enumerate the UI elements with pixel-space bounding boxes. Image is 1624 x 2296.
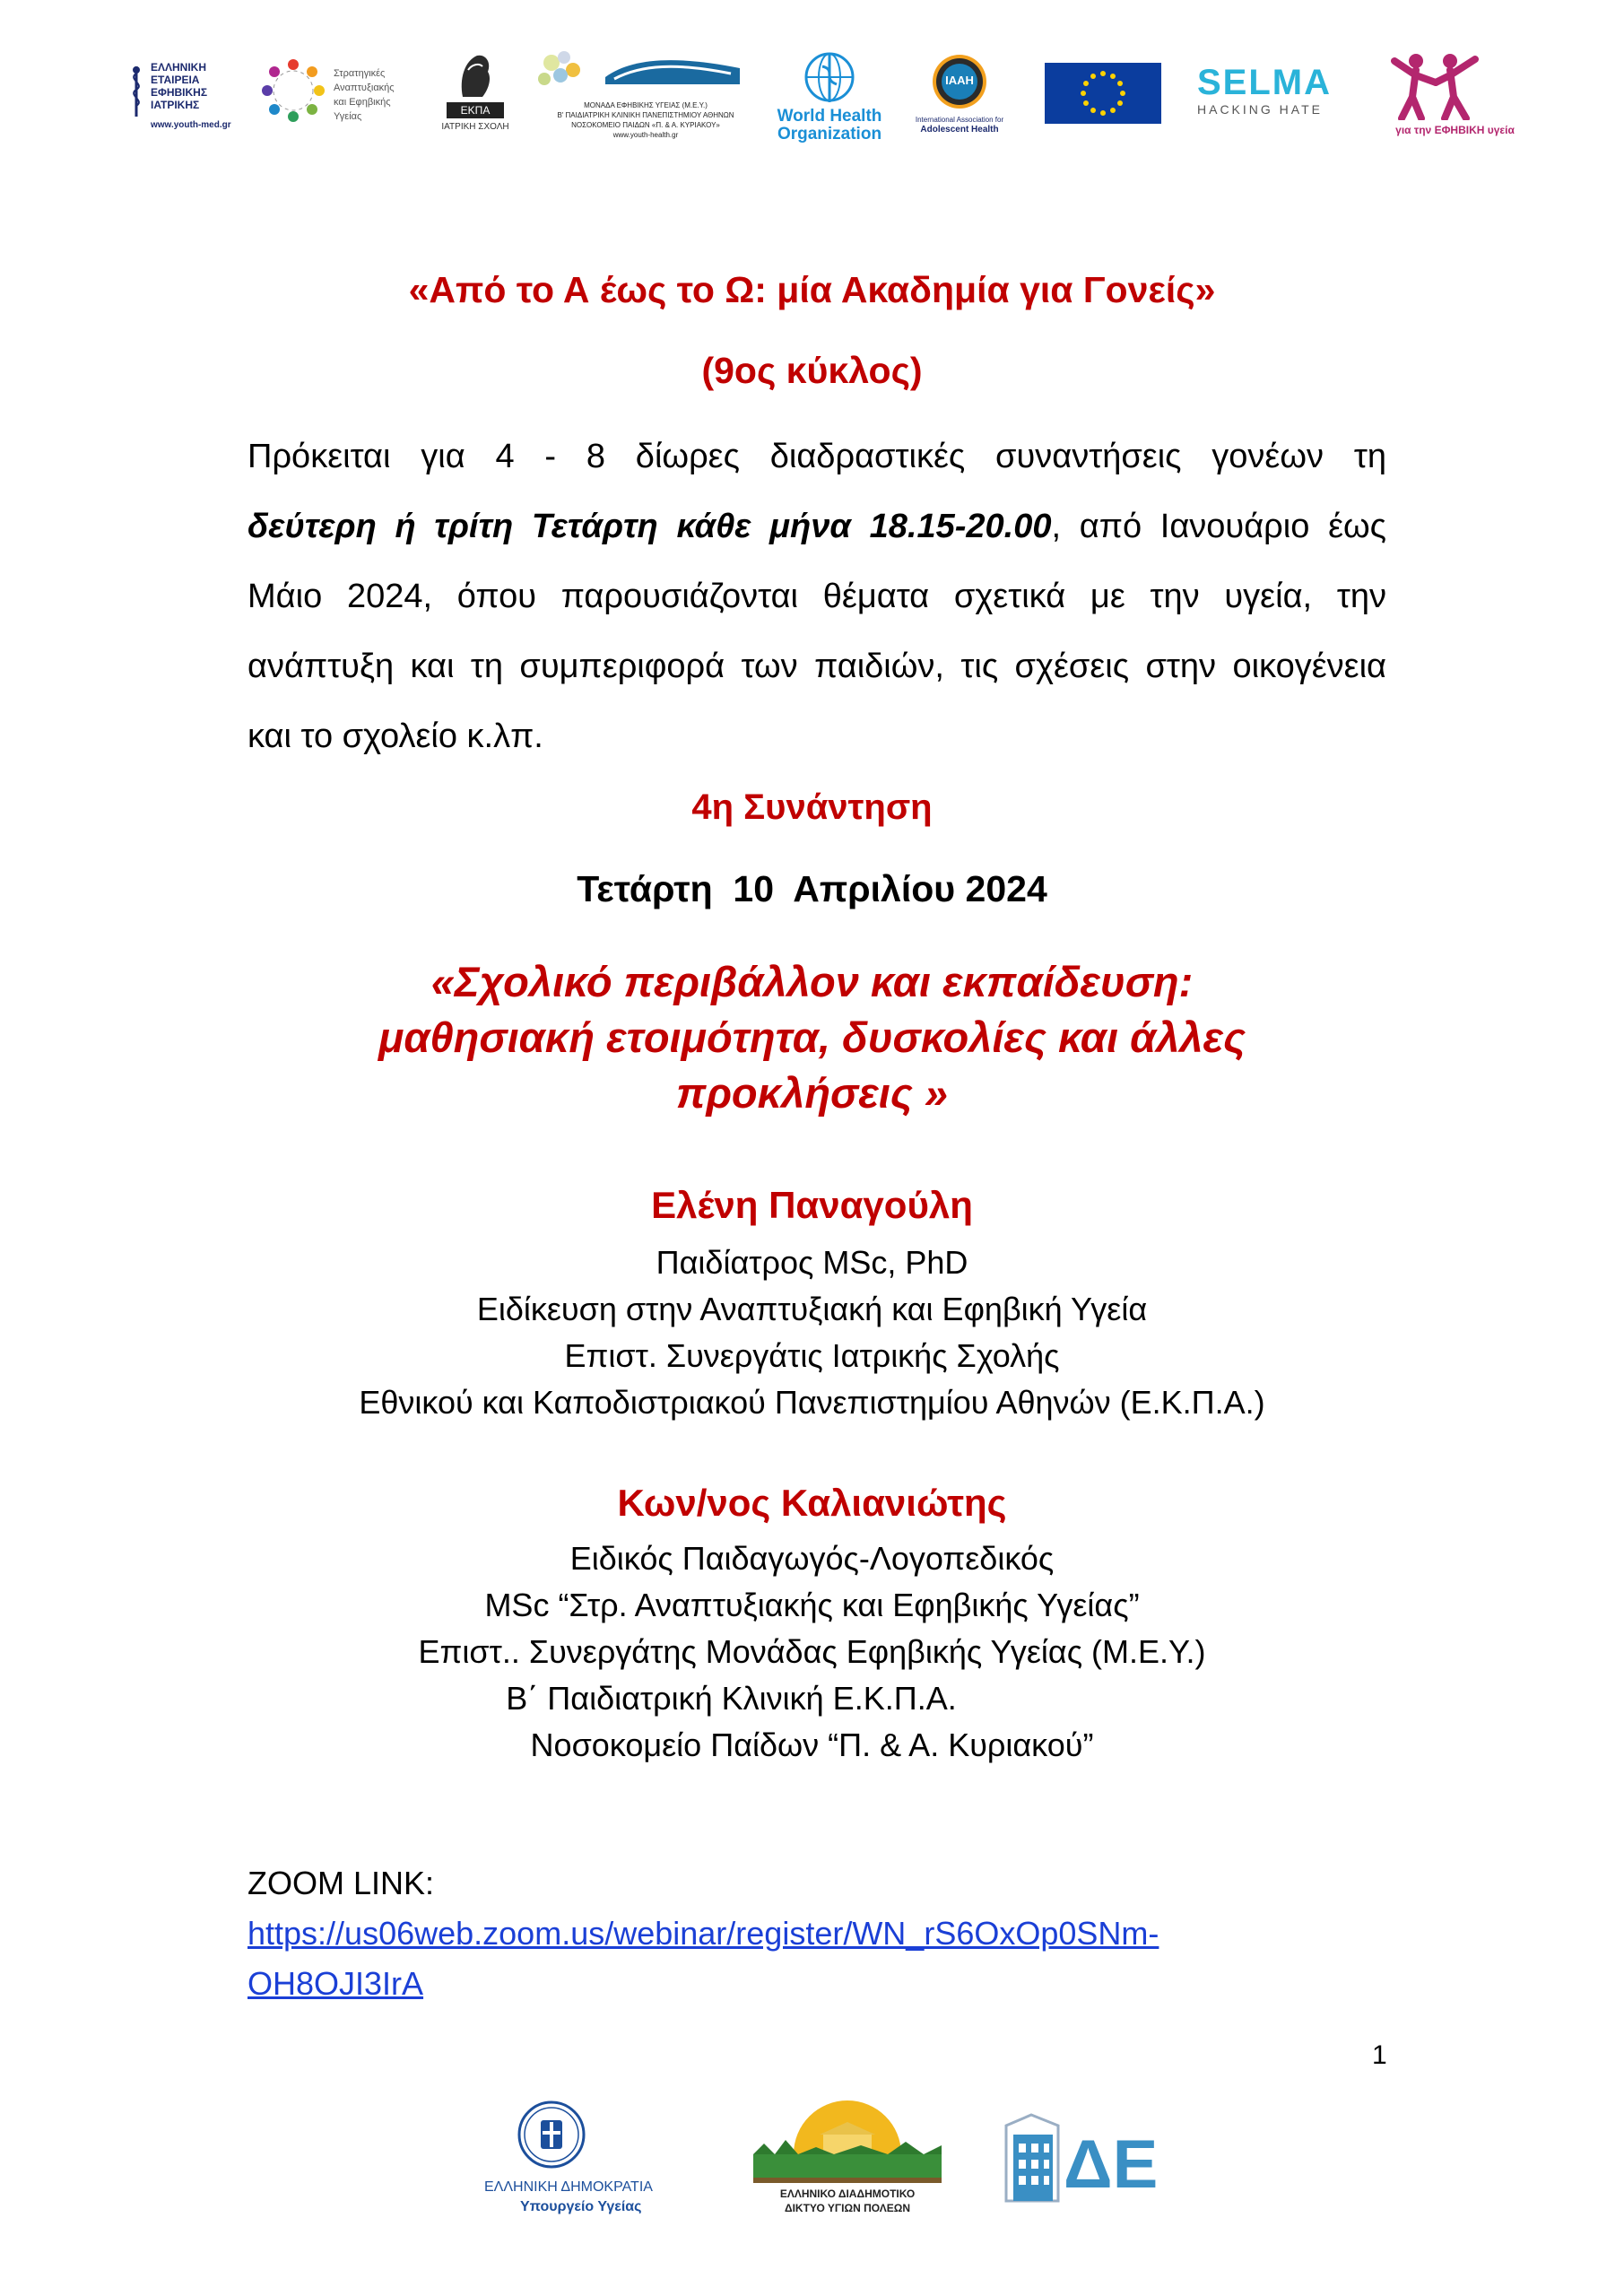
iaah-line: International Association for: [915, 116, 1004, 124]
header-logos: [126, 45, 1542, 161]
ministry-line: ΕΛΛΗΝΙΚΗ ΔΗΜΟΚΡΑΤΙΑ: [484, 2179, 653, 2195]
speaker-credential: Ειδικός Παιδαγωγός-Λογοπεδικός: [569, 1540, 1055, 1577]
selma-label: SELMA: [1197, 63, 1332, 102]
zoom-link[interactable]: [248, 1915, 1159, 2002]
who-logo: [771, 48, 888, 147]
speaker-credential: Νοσοκομείο Παίδων “Π. & Α. Κυριακού”: [530, 1726, 1094, 1763]
academy-title: «Από το Α έως το Ω: μία Ακαδημία για Γονείς»: [408, 269, 1216, 310]
intro-line: [248, 491, 1386, 561]
people-circle-icon: [260, 57, 326, 124]
society-logo: [126, 54, 247, 144]
intro-text: ανάπτυξη και τη συμπεριφορά των παιδιών, τις σχέσεις στην οικογένεια: [248, 648, 1386, 685]
building-icon: [1004, 2108, 1067, 2206]
ekpa-sub: ΙΑΤΡΙΚΗ ΣΧΟΛΗ: [441, 122, 509, 132]
speaker-credential: Παιδίατρος MSc, PhD: [656, 1244, 968, 1281]
speaker-credential: Ειδίκευση στην Αναπτυξιακή και Εφηβική Υγεία: [476, 1291, 1148, 1327]
intro-paragraph: [248, 422, 1386, 771]
strategic-line: και Εφηβικής: [334, 97, 391, 108]
talk-title-line: μαθησιακή ετοιμότητα, δυσκολίες και άλλες: [378, 1013, 1246, 1061]
zoom-label: ZOOM LINK:: [248, 1865, 435, 1901]
zoom-section: [248, 1858, 1159, 2009]
society-line: ΕΛΛΗΝΙΚΗ: [151, 61, 207, 74]
intro-line: [248, 561, 1386, 631]
intro-text: Πρόκειται για 4 - 8 δίωρες διαδραστικές συναντήσεις γονέων τη: [248, 438, 1386, 475]
strategic-line: Υγείας: [334, 111, 362, 122]
society-line: ΙΑΤΡΙΚΗΣ: [151, 99, 200, 111]
strategic-logo: [260, 57, 417, 138]
intro-text: Μάιο 2024, όπου παρουσιάζονται θέματα σχετικά με την υγεία, την: [248, 578, 1386, 615]
ekpa-label: ΕΚΠΑ: [447, 102, 504, 118]
speaker-name: Ελένη Παναγούλη: [651, 1184, 973, 1226]
zoom-link-line: https://us06web.zoom.us/webinar/register/WN_rS6OxOp0SNm-: [248, 1915, 1159, 1952]
network-line: ΔΙΚΤΥΟ ΥΓΙΩΝ ΠΟΛΕΩΝ: [784, 2202, 911, 2214]
speaker-credential: Εθνικού και Καποδιστριακού Πανεπιστημίου Αθηνών (Ε.Κ.Π.Α.): [359, 1384, 1265, 1421]
ekpa-logo: [439, 52, 511, 142]
intro-line: [248, 631, 1386, 701]
society-line: ΕΦΗΒΙΚΗΣ: [151, 86, 208, 99]
efhbiki-label: για την ΕΦΗΒΙΚΗ υγεία: [1395, 124, 1515, 136]
zoom-link-line: OH8OJI3IrA: [248, 1965, 424, 2002]
speaker-credential: Επιστ. Συνεργάτις Ιατρικής Σχολής: [564, 1337, 1060, 1374]
eu-flag-logo: [1045, 63, 1161, 124]
society-line: ΕΤΑΙΡΕΙΑ: [151, 74, 200, 86]
society-url: www.youth-med.gr: [151, 120, 231, 130]
intro-line: [248, 422, 1386, 491]
sun-city-icon: [753, 2099, 942, 2188]
ministry-logo: [484, 2099, 690, 2233]
meeting-number: 4η Συνάντηση: [691, 787, 933, 827]
intro-text: , από Ιανουάριο έως: [1051, 508, 1386, 545]
ministry-line: Υπουργείο Υγείας: [520, 2199, 642, 2214]
mey-line: ΝΟΣΟΚΟΜΕΙΟ ΠΑΙΔΩΝ «Π. & Α. ΚΥΡΙΑΚΟΥ»: [571, 121, 720, 129]
eu-stars-icon: [1045, 63, 1161, 124]
mey-emblem-icon: [534, 48, 758, 99]
de-logo: [1004, 2108, 1166, 2215]
who-line: Organization: [777, 125, 882, 144]
selma-logo: [1197, 63, 1341, 126]
iaah-label: IAAH: [945, 74, 974, 87]
efhbiki-logo: [1368, 52, 1542, 142]
page-number: 1: [1372, 2040, 1387, 2070]
speaker-credential: Επιστ.. Συνεργάτης Μονάδας Εφηβικής Υγείας (Μ.Ε.Υ.): [418, 1633, 1206, 1670]
speaker-credential: MSc “Στρ. Αναπτυξιακής και Εφηβικής Υγείας”: [484, 1587, 1140, 1623]
mey-line: www.youth-health.gr: [612, 131, 679, 139]
caduceus-icon: [127, 65, 145, 118]
healthy-cities-logo: [753, 2099, 951, 2233]
athena-head-icon: [456, 52, 495, 99]
selma-sub: HACKING HATE: [1197, 102, 1323, 117]
mey-logo: [534, 48, 758, 147]
cycle-label: (9ος κύκλος): [701, 350, 923, 391]
network-line: ΕΛΛΗΝΙΚΟ ΔΙΑΔΗΜΟΤΙΚΟ: [779, 2187, 916, 2200]
talk-title-line: προκλήσεις »: [675, 1069, 949, 1117]
speaker-credential: Β΄ Παιδιατρική Κλινική Ε.Κ.Π.Α.: [506, 1680, 957, 1717]
strategic-line: Στρατηγικές: [334, 68, 386, 79]
speaker-name: Κων/νος Καλιανιώτης: [617, 1482, 1007, 1524]
iaah-logo: [906, 52, 1013, 145]
meeting-date: Τετάρτη 10 Απριλίου 2024: [577, 868, 1047, 909]
mey-line: ΜΟΝΑΔΑ ΕΦΗΒΙΚΗΣ ΥΓΕΙΑΣ (Μ.Ε.Υ.): [584, 101, 708, 109]
dancing-people-icon: [1385, 52, 1484, 120]
iaah-line: Adolescent Health: [920, 125, 999, 135]
footer-logos: [484, 2099, 1184, 2233]
intro-text: και το σχολείο κ.λπ.: [248, 718, 543, 755]
de-label: ΔΕ: [1064, 2126, 1159, 2203]
talk-title-line: «Σχολικό περιβάλλον και εκπαίδευση:: [430, 958, 1194, 1005]
strategic-line: Αναπτυξιακής: [334, 83, 395, 93]
who-line: World Health: [777, 107, 882, 126]
mey-line: Β' ΠΑΙΔΙΑΤΡΙΚΗ ΚΛΙΝΙΚΗ ΠΑΝΕΠΙΣΤΗΜΙΟΥ ΑΘΗΝΩΝ: [557, 111, 734, 119]
intro-line: [248, 701, 1386, 771]
schedule-text: δεύτερη ή τρίτη Τετάρτη κάθε μήνα 18.15-20.00: [248, 508, 1052, 545]
who-emblem-icon: [801, 48, 858, 106]
greek-emblem-icon: [516, 2099, 587, 2170]
